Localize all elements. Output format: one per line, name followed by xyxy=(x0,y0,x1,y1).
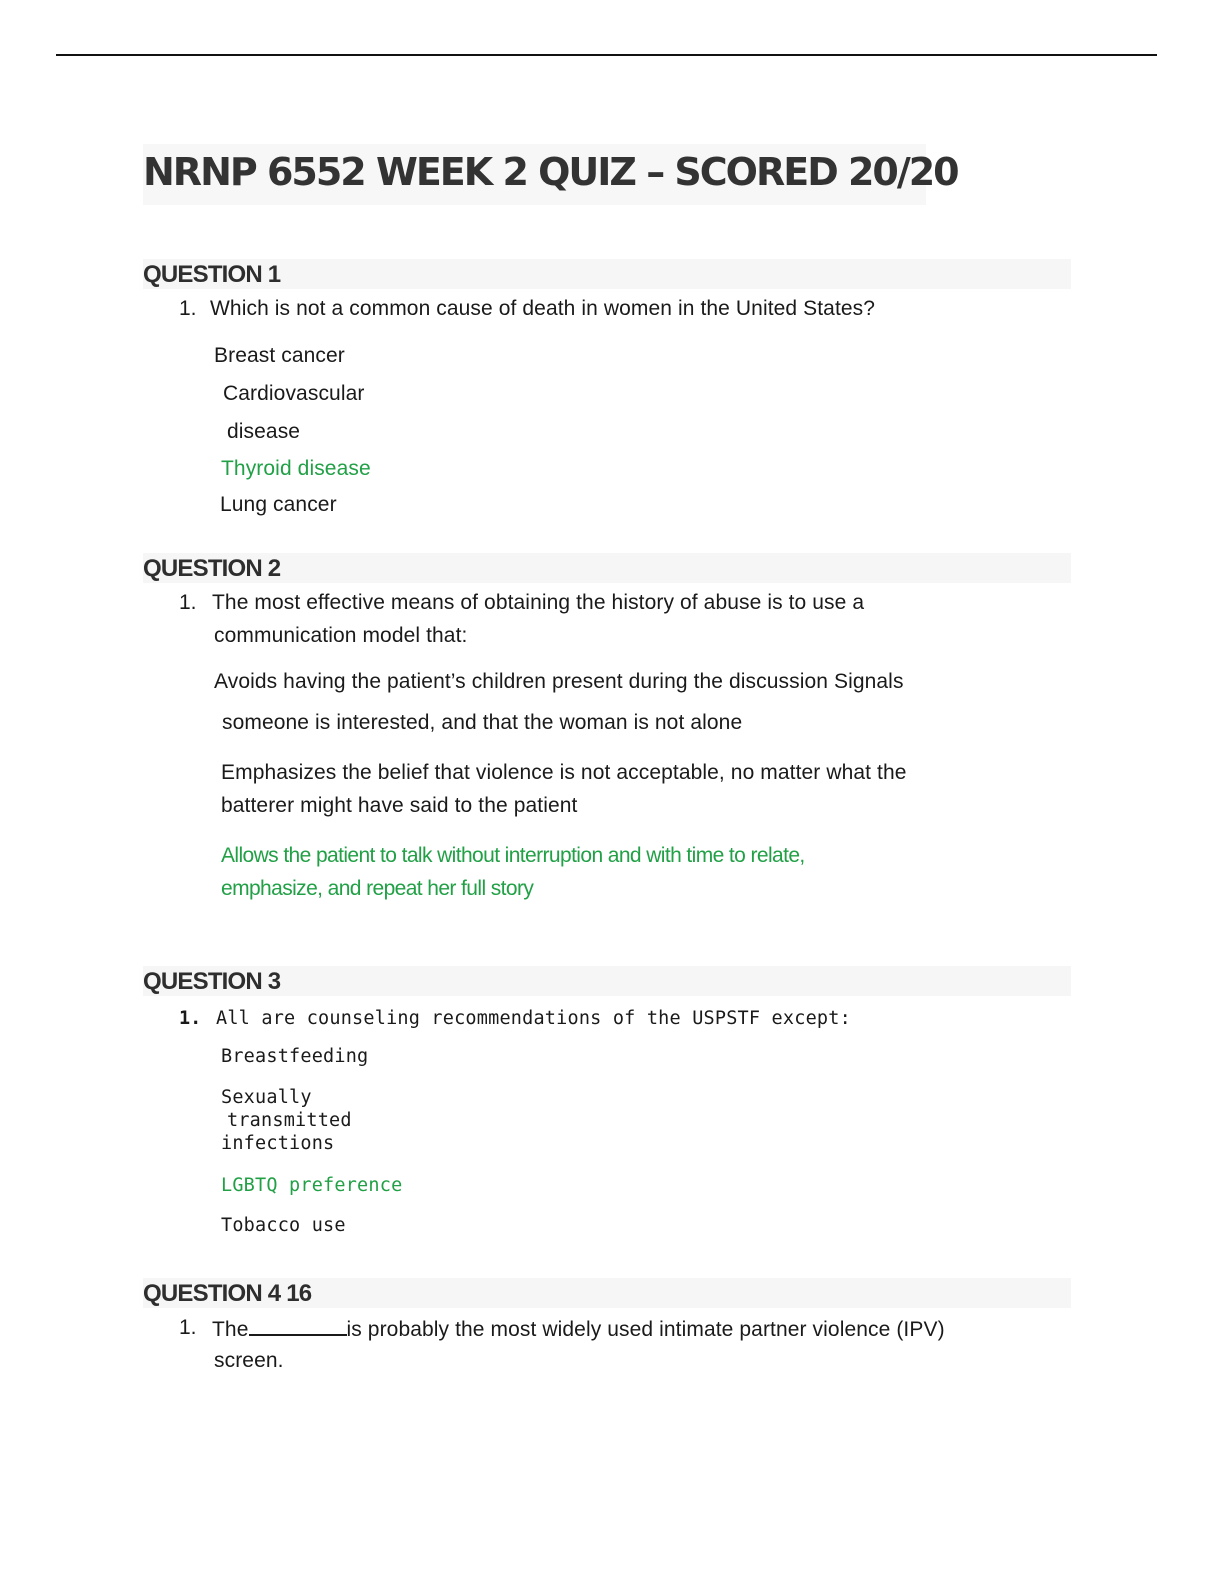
question-heading-band xyxy=(143,966,1071,996)
correct-answer-option: Thyroid disease xyxy=(221,457,371,480)
question-heading: QUESTION 3 xyxy=(143,968,281,995)
question-heading: QUESTION 4 16 xyxy=(143,1280,312,1307)
question-number: 1. xyxy=(179,591,197,614)
answer-option-line: Avoids having the patient’s children present during the discussion Signals xyxy=(214,670,904,693)
correct-answer-option-line: emphasize, and repeat her full story xyxy=(221,877,534,900)
answer-option-line: infections xyxy=(221,1133,335,1154)
correct-answer-option: LGBTQ preference xyxy=(221,1175,403,1196)
question-prompt: All are counseling recommendations of the USPSTF except: xyxy=(216,1008,851,1029)
question-number: 1. xyxy=(179,1008,202,1029)
prompt-text-end: is probably the most widely used intimate partner violence (IPV) xyxy=(346,1318,945,1341)
answer-option-line: Breastfeeding xyxy=(221,1046,369,1067)
prompt-text-start: The xyxy=(212,1318,249,1341)
fill-in-blank xyxy=(249,1316,347,1336)
question-heading: QUESTION 1 xyxy=(143,261,281,288)
question-prompt: Which is not a common cause of death in women in the United States? xyxy=(210,297,876,320)
page-title: NRNP 6552 WEEK 2 QUIZ – SCORED 20/20 xyxy=(143,150,958,194)
question-heading-band xyxy=(143,259,1071,289)
answer-option-line: someone is interested, and that the woman is not alone xyxy=(222,711,743,734)
answer-option: disease xyxy=(227,420,301,443)
question-prompt-line: screen. xyxy=(214,1349,284,1372)
question-heading-band xyxy=(143,553,1071,583)
question-number: 1. xyxy=(179,297,197,320)
question-prompt-line: communication model that: xyxy=(214,624,468,647)
question-prompt-line xyxy=(212,1316,945,1342)
answer-option: Lung cancer xyxy=(220,493,337,516)
answer-option-line: Emphasizes the belief that violence is not acceptable, no matter what the xyxy=(221,761,907,784)
correct-answer-option-line: Allows the patient to talk without interruption and with time to relate, xyxy=(221,844,805,867)
answer-option-line: Sexually xyxy=(221,1087,312,1108)
answer-option-line: batterer might have said to the patient xyxy=(221,794,578,817)
question-number: 1. xyxy=(179,1316,197,1339)
top-horizontal-rule xyxy=(56,54,1157,56)
answer-option: Breast cancer xyxy=(214,344,345,367)
question-heading: QUESTION 2 xyxy=(143,555,281,582)
answer-option-line: Tobacco use xyxy=(221,1215,346,1236)
answer-option-line: transmitted xyxy=(227,1110,352,1131)
answer-option: Cardiovascular xyxy=(223,382,365,405)
question-prompt-line: The most effective means of obtaining the history of abuse is to use a xyxy=(212,591,865,614)
